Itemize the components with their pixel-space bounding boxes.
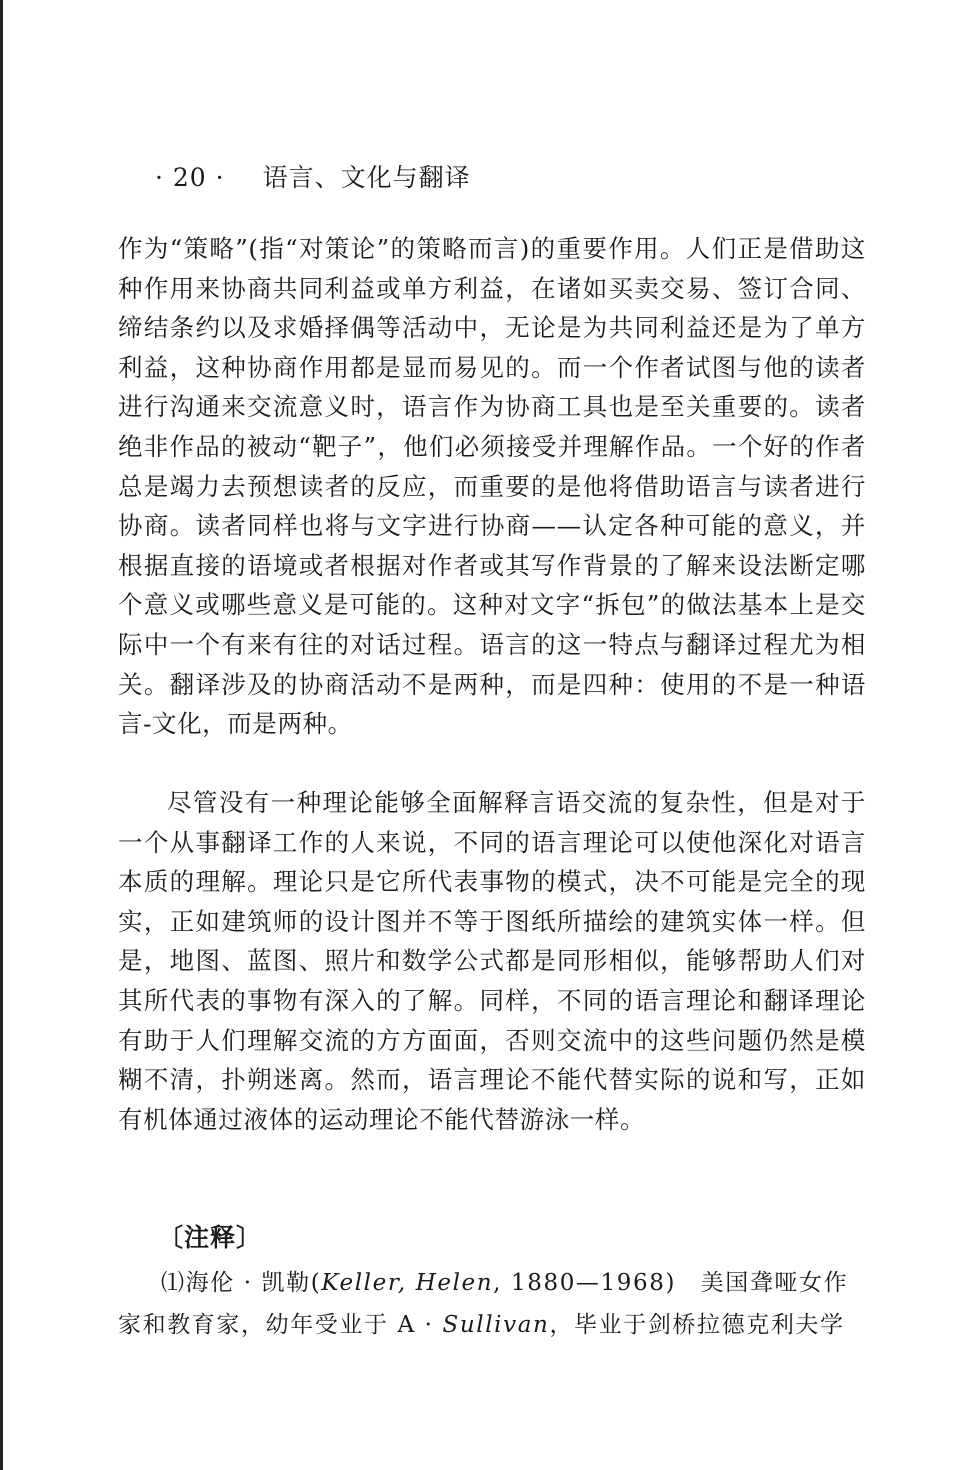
footnote-term: 海伦 · 凯勒: [185, 1270, 311, 1296]
footnote-teacher-prefix: A ·: [397, 1312, 443, 1338]
footnote: [118, 1262, 863, 1346]
notes-heading: 〔注释〕: [158, 1223, 263, 1252]
footnote-index: ⑴: [161, 1270, 186, 1296]
body-paragraph: 尽管没有一种理论能够全面解释言语交流的复杂性，但是对于一个从事翻译工作的人来说，不同的语言理论可以使他深化对语言本质的理解。理论只是它所代表事物的模式，决不可能是完全的现实，正如建筑师的设计图并不等于图纸所描绘的建筑实体一样。但是，地图、蓝图、照片和数学公式都是同形相似，能够帮助人们对其所代表的事物有深入的了解。同样，不同的语言理论和翻译理论有助于人们理解交流的方方面面，否则交流中的这些问题仍然是模糊不清，扑朔迷离。然而，语言理论不能代替实际的说和写，正如有机体通过液体的运动理论不能代替游泳一样。: [118, 788, 866, 1134]
page-number: · 20 ·: [155, 163, 225, 192]
footnote-description: 美国聋哑女作家和教育家，幼年受业于: [118, 1270, 849, 1338]
page-edge: [0, 0, 3, 1470]
footnote-years: , 1880—1968): [493, 1270, 677, 1296]
footnote-paren: (: [310, 1270, 322, 1296]
book-title: 语言、文化与翻译: [262, 163, 471, 192]
running-header: [155, 158, 471, 194]
footnote-teacher-name: Sullivan: [442, 1312, 550, 1338]
footnote-description-end: ，毕业于剑桥拉德克利夫学: [549, 1312, 845, 1338]
footnote-latin-name: Keller, Helen: [321, 1270, 494, 1296]
body-paragraph: 作为“策略”(指“对策论”的策略而言)的重要作用。人们正是借助这种作用来协商共同利益或单方利益，在诸如买卖交易、签订合同、缔结条约以及求婚择偶等活动中，无论是为共同利益还是为了单方利益，这种协商作用都是显而易见的。而一个作者试图与他的读者进行沟通来交流意义时，语言作为协商工具也是至关重要的。读者绝非作品的被动“靶子”，他们必须接受并理解作品。一个好的作者总是竭力去预想读者的反应，而重要的是他将借助语言与读者进行协商。读者同样也将与文字进行协商——认定各种可能的意义，并根据直接的语境或者根据对作者或其写作背景的了解来设法断定哪个意义或哪些意义是可能的。这种对文字“拆包”的做法基本上是交际中一个有来有往的对话过程。语言的这一特点与翻译过程尤为相关。翻译涉及的协商活动不是两种，而是四种：使用的不是一种语言-文化，而是两种。: [118, 234, 866, 739]
